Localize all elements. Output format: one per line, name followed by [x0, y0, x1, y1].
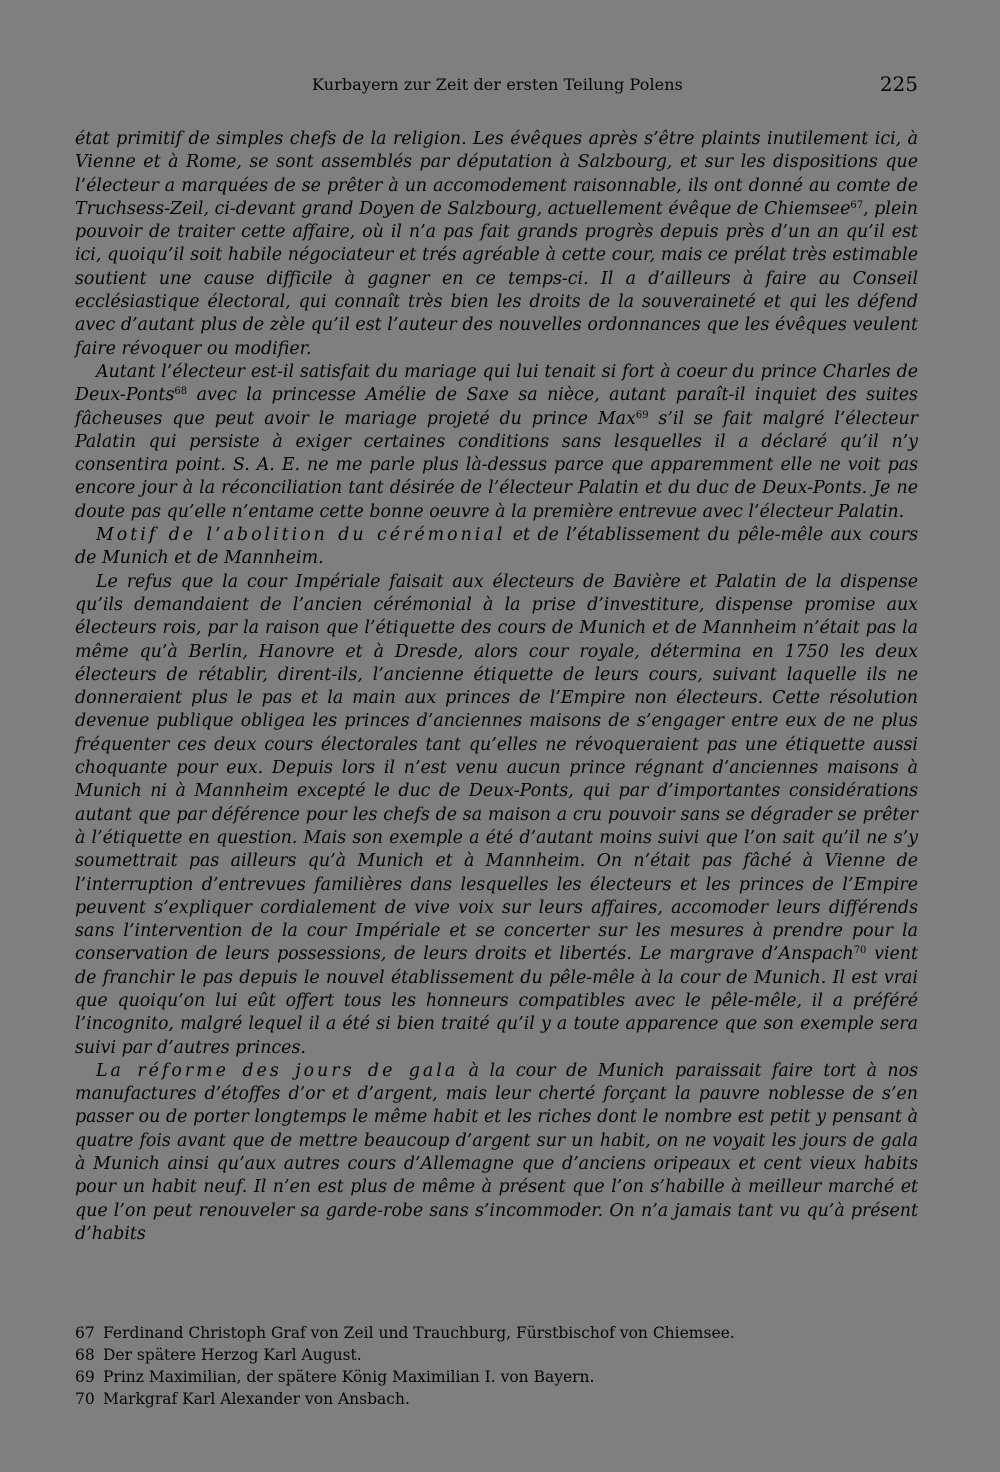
paragraph-4 — [75, 571, 918, 1060]
paragraph-5-text: à la cour de Munich paraissait faire tort à nos manufactures d’étoffes d’or et d’argent, mais leur cherté forçant la pauvre noblesse de s’en passer ou de porter longtemps le même habit et les riches dont le nombre est petit y pensant à quatre fois avant que de mettre beaucoup d’argent sur un habit, on ne voyait les jours de gala à Munich ainsi qu’aux autres cours d’Allemagne que d’anciens oripeaux et cent vieux habits pour un habit neuf. Il n’en est plus de même à présent que l’on s’habille à meilleur marché et que l’on peut renouveler sa garde-robe sans s’incommoder. On n’a jamais tant vu qu’à présent d’habits — [75, 1060, 918, 1244]
paragraph-3-text: et de l’établissement du pêle-mêle aux cours de Munich et de Mannheim. — [75, 525, 919, 569]
footnote-number: 70 — [75, 1390, 95, 1408]
paragraph-1 — [75, 128, 918, 361]
paragraph-1-text-b: , plein pouvoir de traiter cette affaire, où il n’a pas fait grands progrès depuis près d’un an qu’il est ici, quoiqu’il soit habile négociateur et trés agréable à cette cour, mais ce prélat très estimable soutient une cause difficile à gagner en ce temps-ci. Il a d’ailleurs à faire au Conseil ecclésiastique électoral, qui connaît très bien les droits de la souveraineté et qui les défend avec d’autant plus de zèle qu’il est l’auteur des nouvelles ordonnances que les évêques veulent faire révoquer ou modifier. — [75, 198, 918, 359]
paragraph-2-text-b: avec la princesse Amélie de Saxe sa nièce, autant paraît-il inquiet des suites fâcheuses que peut avoir le mariage projeté du prince Max — [75, 385, 918, 429]
section-heading-gala: La réforme des jours de gala — [96, 1060, 459, 1081]
footnote-text: Ferdinand Christoph Graf von Zeil und Trauchburg, Fürstbischof von Chiemsee. — [103, 1324, 735, 1342]
paragraph-5 — [75, 1060, 918, 1246]
footnote-number: 69 — [75, 1368, 95, 1386]
body-text — [75, 128, 918, 1246]
running-title: Kurbayern zur Zeit der ersten Teilung Polens — [312, 75, 683, 94]
footnote-text: Der spätere Herzog Karl August. — [103, 1346, 362, 1364]
paragraph-1-text-a: état primitif de simples chefs de la religion. Les évêques après s’être plaints inutilement ici, à Vienne et à Rome, se sont assemblés par députation à Salzbourg, et sur les dispositions que l’électeur a marquées de se prêter à un accomodement raisonnable, ils ont donné au comte de Truchsess-Zeil, ci-devant grand Doyen de Salzbourg, actuellement évêque de Chiemsee — [75, 129, 918, 219]
footnote — [75, 1388, 918, 1410]
running-header — [75, 74, 918, 102]
footnote — [75, 1366, 918, 1388]
footnotes — [75, 1322, 918, 1410]
footnote-ref-67: 67 — [850, 199, 864, 211]
footnote-number: 68 — [75, 1346, 95, 1364]
paragraph-2-text-c: s’il se fait malgré l’électeur Palatin qui persiste à exiger certaines conditions sans lesquelles il a déclaré qu’il n’y consentira point. S. A. E. ne me parle plus là-dessus parce que apparemment elle ne voit pas encore jour à la réconciliation tant désirée de l’électeur Palatin et du duc de Deux-Ponts. Je ne doute pas qu’elle n’entame cette bonne oeuvre à la première entrevue avec l’électeur Palatin. — [75, 408, 918, 522]
footnote-ref-69: 69 — [635, 409, 649, 421]
footnote-ref-68: 68 — [174, 386, 188, 398]
footnote-text: Prinz Maximilian, der spätere König Maximilian I. von Bayern. — [103, 1368, 595, 1386]
paragraph-2 — [75, 361, 918, 524]
paragraph-4-text-a: Le refus que la cour Impériale faisait aux électeurs de Bavière et Palatin de la dispense qu’ils demandaient de l’ancien cérémonial à la prise d’investiture, dispense promise aux électeurs rois, par la raison que l’étiquette des cours de Munich et de Mannheim n’était pas la même qu’à Berlin, Hanovre et à Dresde, alors cour royale, détermina en 1750 les deux électeurs de rétablir, dirent-ils, l’ancienne étiquette de leurs cours, suivant laquelle ils ne donneraient plus le pas et la main aux princes de l’Empire non électeurs. Cette résolution devenue publique obligea les princes d’anciennes maisons de s’engager entre eux de ne plus fréquenter ces deux cours électorales tant qu’elles ne révoqueraient pas une étiquette aussi choquante pour eux. Depuis lors il n’est venu aucun prince régnant d’anciennes maisons à Munich ni à Mannheim excepté le duc de Deux-Ponts, qui par d’importantes considérations autant que par déférence pour les chefs de sa maison a cru pouvoir sans se dégrader se prêter à l’étiquette en question. Mais son exemple a été d’autant moins suivi que l’on sait qu’il ne s’y soumettrait pas ailleurs qu’à Munich et à Mannheim. On n’était pas fâché à Vienne de l’interruption d’entrevues familières dans lesquelles les électeurs et les princes de l’Empire peuvent s’expliquer cordialement de vive voix sur leurs affaires, accomoder leurs différends sans l’intervention de la cour Impériale et se concerter sur les mesures à prendre pour la conservation de leurs possessions, de leurs droits et libertés. Le margrave d’Anspach — [75, 571, 918, 965]
footnote-ref-70: 70 — [853, 945, 867, 957]
footnote-text: Markgraf Karl Alexander von Ansbach. — [103, 1390, 410, 1408]
paragraph-3 — [75, 524, 918, 571]
paragraph-4-text-b: vient de franchir le pas depuis le nouvel établissement du pêle-mêle à la cour de Munich. Il est vrai que quoiqu’on lui eût offert tous les honneurs compatibles avec le pêle-mêle, il a préféré l’incognito, malgré lequel il a été si bien traité qu’il y a toute apparence que son exemple sera suivi par d’autres princes. — [75, 944, 918, 1058]
footnote — [75, 1322, 918, 1344]
footnote — [75, 1344, 918, 1366]
footnote-number: 67 — [75, 1324, 95, 1342]
paragraph-2-text-a: Autant l’électeur est-il satisfait du mariage qui lui tenait si fort à coeur du prince Charles de Deux-Ponts — [75, 361, 918, 406]
section-heading-ceremonial: Motif de l’abolition du cérémonial — [96, 525, 506, 546]
page-number: 225 — [879, 72, 918, 96]
